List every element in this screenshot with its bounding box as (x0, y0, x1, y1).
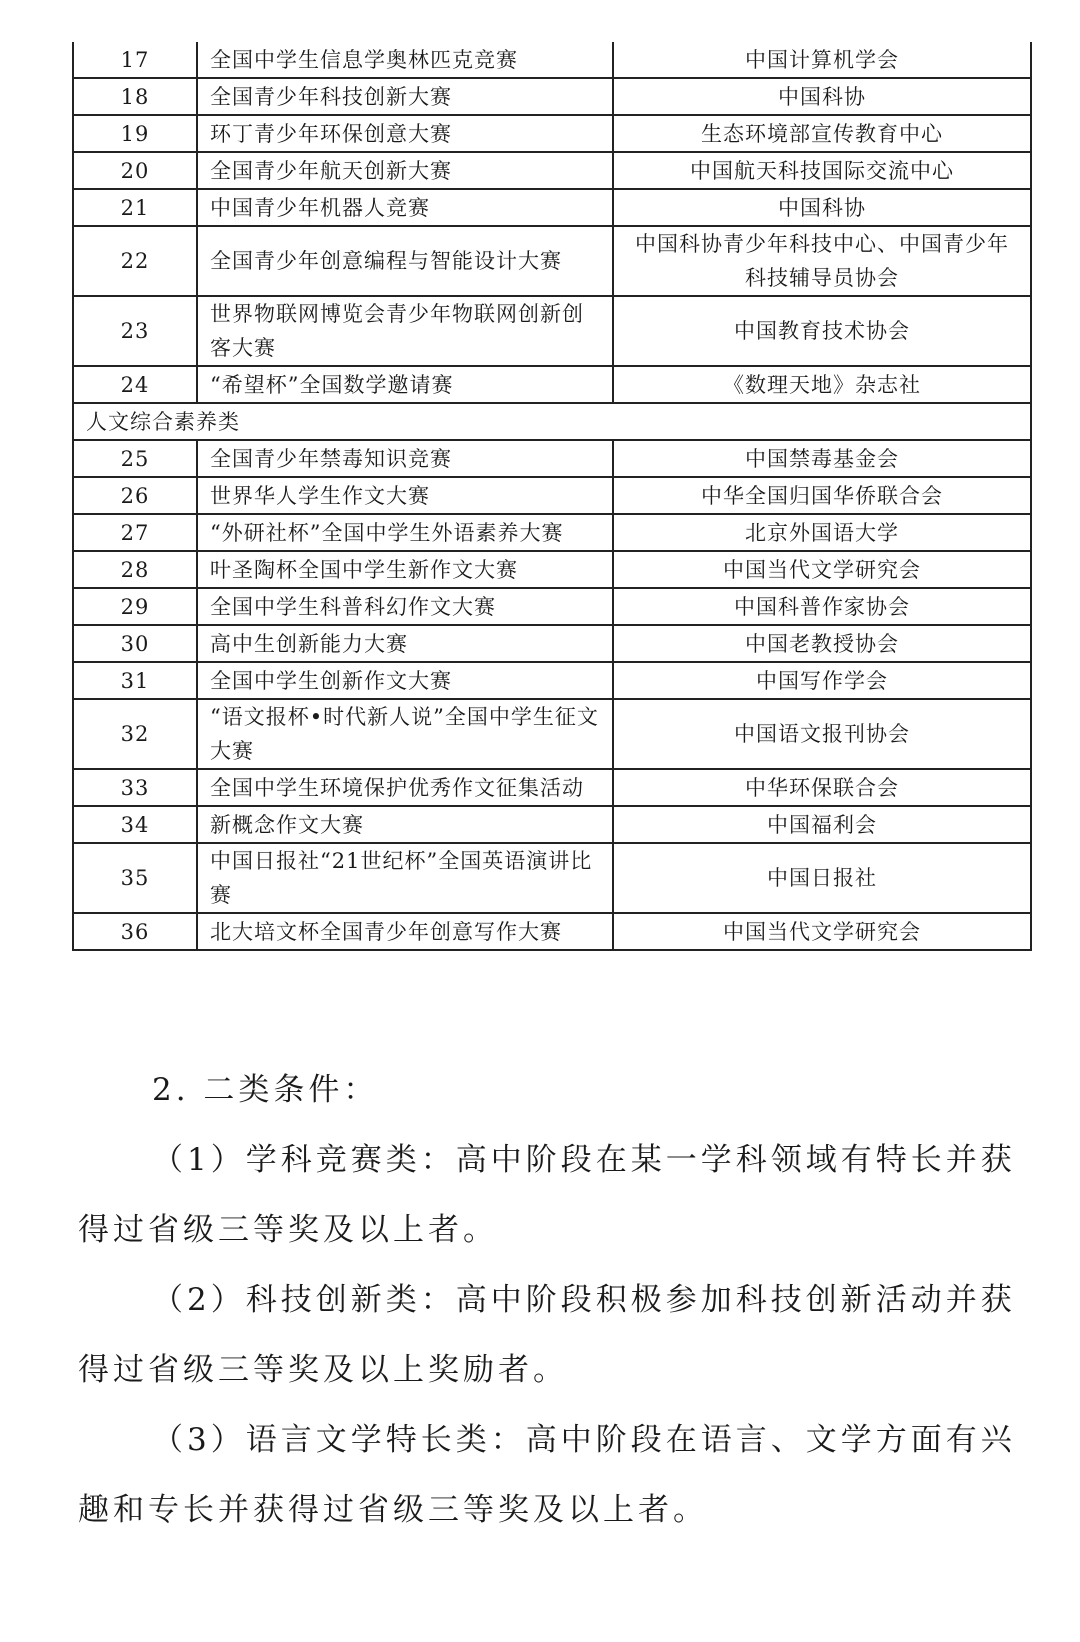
organizer-name: 中国日报社 (613, 843, 1031, 913)
competition-table-container (72, 42, 1032, 951)
row-number: 20 (73, 152, 197, 189)
competition-table (72, 42, 1032, 951)
competition-name: 世界华人学生作文大赛 (197, 477, 613, 514)
row-number: 27 (73, 514, 197, 551)
second-class-conditions (78, 1055, 1018, 1545)
row-number: 31 (73, 662, 197, 699)
competition-table-body (73, 42, 1031, 950)
competition-name: 叶圣陶杯全国中学生新作文大赛 (197, 551, 613, 588)
competition-name: 新概念作文大赛 (197, 806, 613, 843)
row-number: 22 (73, 226, 197, 296)
organizer-name: 中国教育技术协会 (613, 296, 1031, 366)
organizer-name: 中国禁毒基金会 (613, 440, 1031, 477)
row-number: 19 (73, 115, 197, 152)
organizer-name: 中国语文报刊协会 (613, 699, 1031, 769)
category-label: 人文综合素养类 (73, 403, 1031, 440)
table-row (73, 440, 1031, 477)
condition-item: （1）学科竞赛类：高中阶段在某一学科领域有特长并获得过省级三等奖及以上者。 (78, 1142, 1016, 1248)
competition-name: 全国中学生科普科幻作文大赛 (197, 588, 613, 625)
organizer-name: 中国科协 (613, 189, 1031, 226)
table-row (73, 625, 1031, 662)
competition-name: 全国青少年科技创新大赛 (197, 78, 613, 115)
row-number: 26 (73, 477, 197, 514)
competition-name: 全国中学生创新作文大赛 (197, 662, 613, 699)
table-row (73, 806, 1031, 843)
category-row (73, 403, 1031, 440)
competition-name: 全国青少年禁毒知识竞赛 (197, 440, 613, 477)
competition-name: “外研社杯”全国中学生外语素养大赛 (197, 514, 613, 551)
row-number: 36 (73, 913, 197, 950)
row-number: 32 (73, 699, 197, 769)
table-row (73, 662, 1031, 699)
organizer-name: 中华全国归国华侨联合会 (613, 477, 1031, 514)
competition-name: 全国中学生信息学奥林匹克竞赛 (197, 42, 613, 78)
organizer-name: 中国科协 (613, 78, 1031, 115)
competition-name: 世界物联网博览会青少年物联网创新创客大赛 (197, 296, 613, 366)
row-number: 25 (73, 440, 197, 477)
competition-name: 全国青少年创意编程与智能设计大赛 (197, 226, 613, 296)
table-row (73, 78, 1031, 115)
competition-name: 环丁青少年环保创意大赛 (197, 115, 613, 152)
table-row (73, 366, 1031, 403)
organizer-name: 中国当代文学研究会 (613, 551, 1031, 588)
row-number: 17 (73, 42, 197, 78)
row-number: 29 (73, 588, 197, 625)
table-row (73, 296, 1031, 366)
table-row (73, 226, 1031, 296)
organizer-name: 北京外国语大学 (613, 514, 1031, 551)
organizer-name: 中国写作学会 (613, 662, 1031, 699)
organizer-name: 中华环保联合会 (613, 769, 1031, 806)
row-number: 28 (73, 551, 197, 588)
competition-name: 中国日报社“21世纪杯”全国英语演讲比赛 (197, 843, 613, 913)
table-row (73, 152, 1031, 189)
organizer-name: 中国当代文学研究会 (613, 913, 1031, 950)
table-row (73, 699, 1031, 769)
competition-name: 全国中学生环境保护优秀作文征集活动 (197, 769, 613, 806)
row-number: 33 (73, 769, 197, 806)
condition-item: （2）科技创新类：高中阶段积极参加科技创新活动并获得过省级三等奖及以上奖励者。 (78, 1282, 1016, 1388)
organizer-name: 中国福利会 (613, 806, 1031, 843)
table-row (73, 769, 1031, 806)
competition-name: 中国青少年机器人竞赛 (197, 189, 613, 226)
organizer-name: 中国计算机学会 (613, 42, 1031, 78)
section-heading: 2. 二类条件： (152, 1072, 379, 1108)
table-row (73, 514, 1031, 551)
row-number: 35 (73, 843, 197, 913)
organizer-name: 生态环境部宣传教育中心 (613, 115, 1031, 152)
table-row (73, 477, 1031, 514)
row-number: 24 (73, 366, 197, 403)
table-row (73, 42, 1031, 78)
organizer-name: 中国科协青少年科技中心、中国青少年科技辅导员协会 (613, 226, 1031, 296)
organizer-name: 《数理天地》杂志社 (613, 366, 1031, 403)
competition-name: 高中生创新能力大赛 (197, 625, 613, 662)
organizer-name: 中国科普作家协会 (613, 588, 1031, 625)
row-number: 34 (73, 806, 197, 843)
competition-name: “语文报杯•时代新人说”全国中学生征文大赛 (197, 699, 613, 769)
competition-name: “希望杯”全国数学邀请赛 (197, 366, 613, 403)
row-number: 23 (73, 296, 197, 366)
row-number: 21 (73, 189, 197, 226)
table-row (73, 115, 1031, 152)
condition-item: （3）语言文学特长类：高中阶段在语言、文学方面有兴趣和专长并获得过省级三等奖及以上者。 (78, 1422, 1016, 1528)
table-row (73, 189, 1031, 226)
row-number: 18 (73, 78, 197, 115)
organizer-name: 中国老教授协会 (613, 625, 1031, 662)
table-row (73, 551, 1031, 588)
table-row (73, 913, 1031, 950)
table-row (73, 588, 1031, 625)
competition-name: 北大培文杯全国青少年创意写作大赛 (197, 913, 613, 950)
competition-name: 全国青少年航天创新大赛 (197, 152, 613, 189)
row-number: 30 (73, 625, 197, 662)
table-row (73, 843, 1031, 913)
organizer-name: 中国航天科技国际交流中心 (613, 152, 1031, 189)
